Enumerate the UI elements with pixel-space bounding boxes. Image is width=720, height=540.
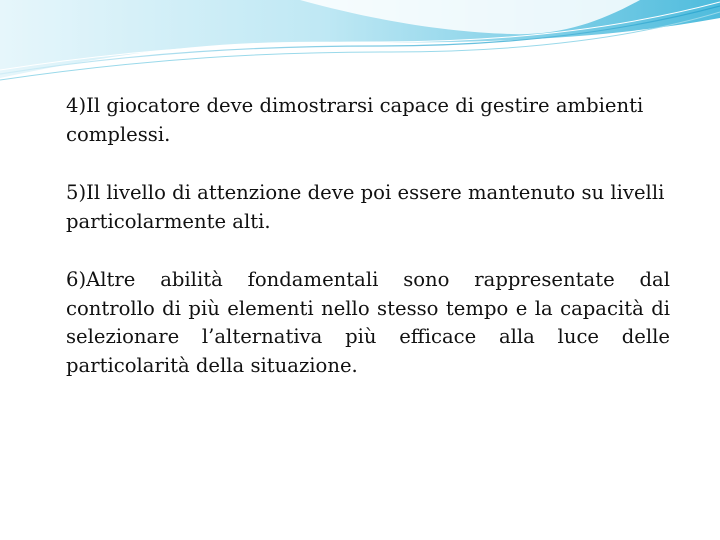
paragraph-4: 4)Il giocatore deve dimostrarsi capace di gestire ambienti complessi. [66,94,644,146]
paragraph-5: 5)Il livello di attenzione deve poi essere mantenuto su livelli particolarmente alti. [66,181,665,233]
slide-body [66,92,670,380]
paragraph-6: 6)Altre abilità fondamentali sono rappresentate dal controllo di più elementi nello stesso tempo e la capacità di selezionare l’alternativa più efficace alla luce delle particolarità della situazione. [66,268,670,377]
header-wave-decoration [0,0,720,90]
